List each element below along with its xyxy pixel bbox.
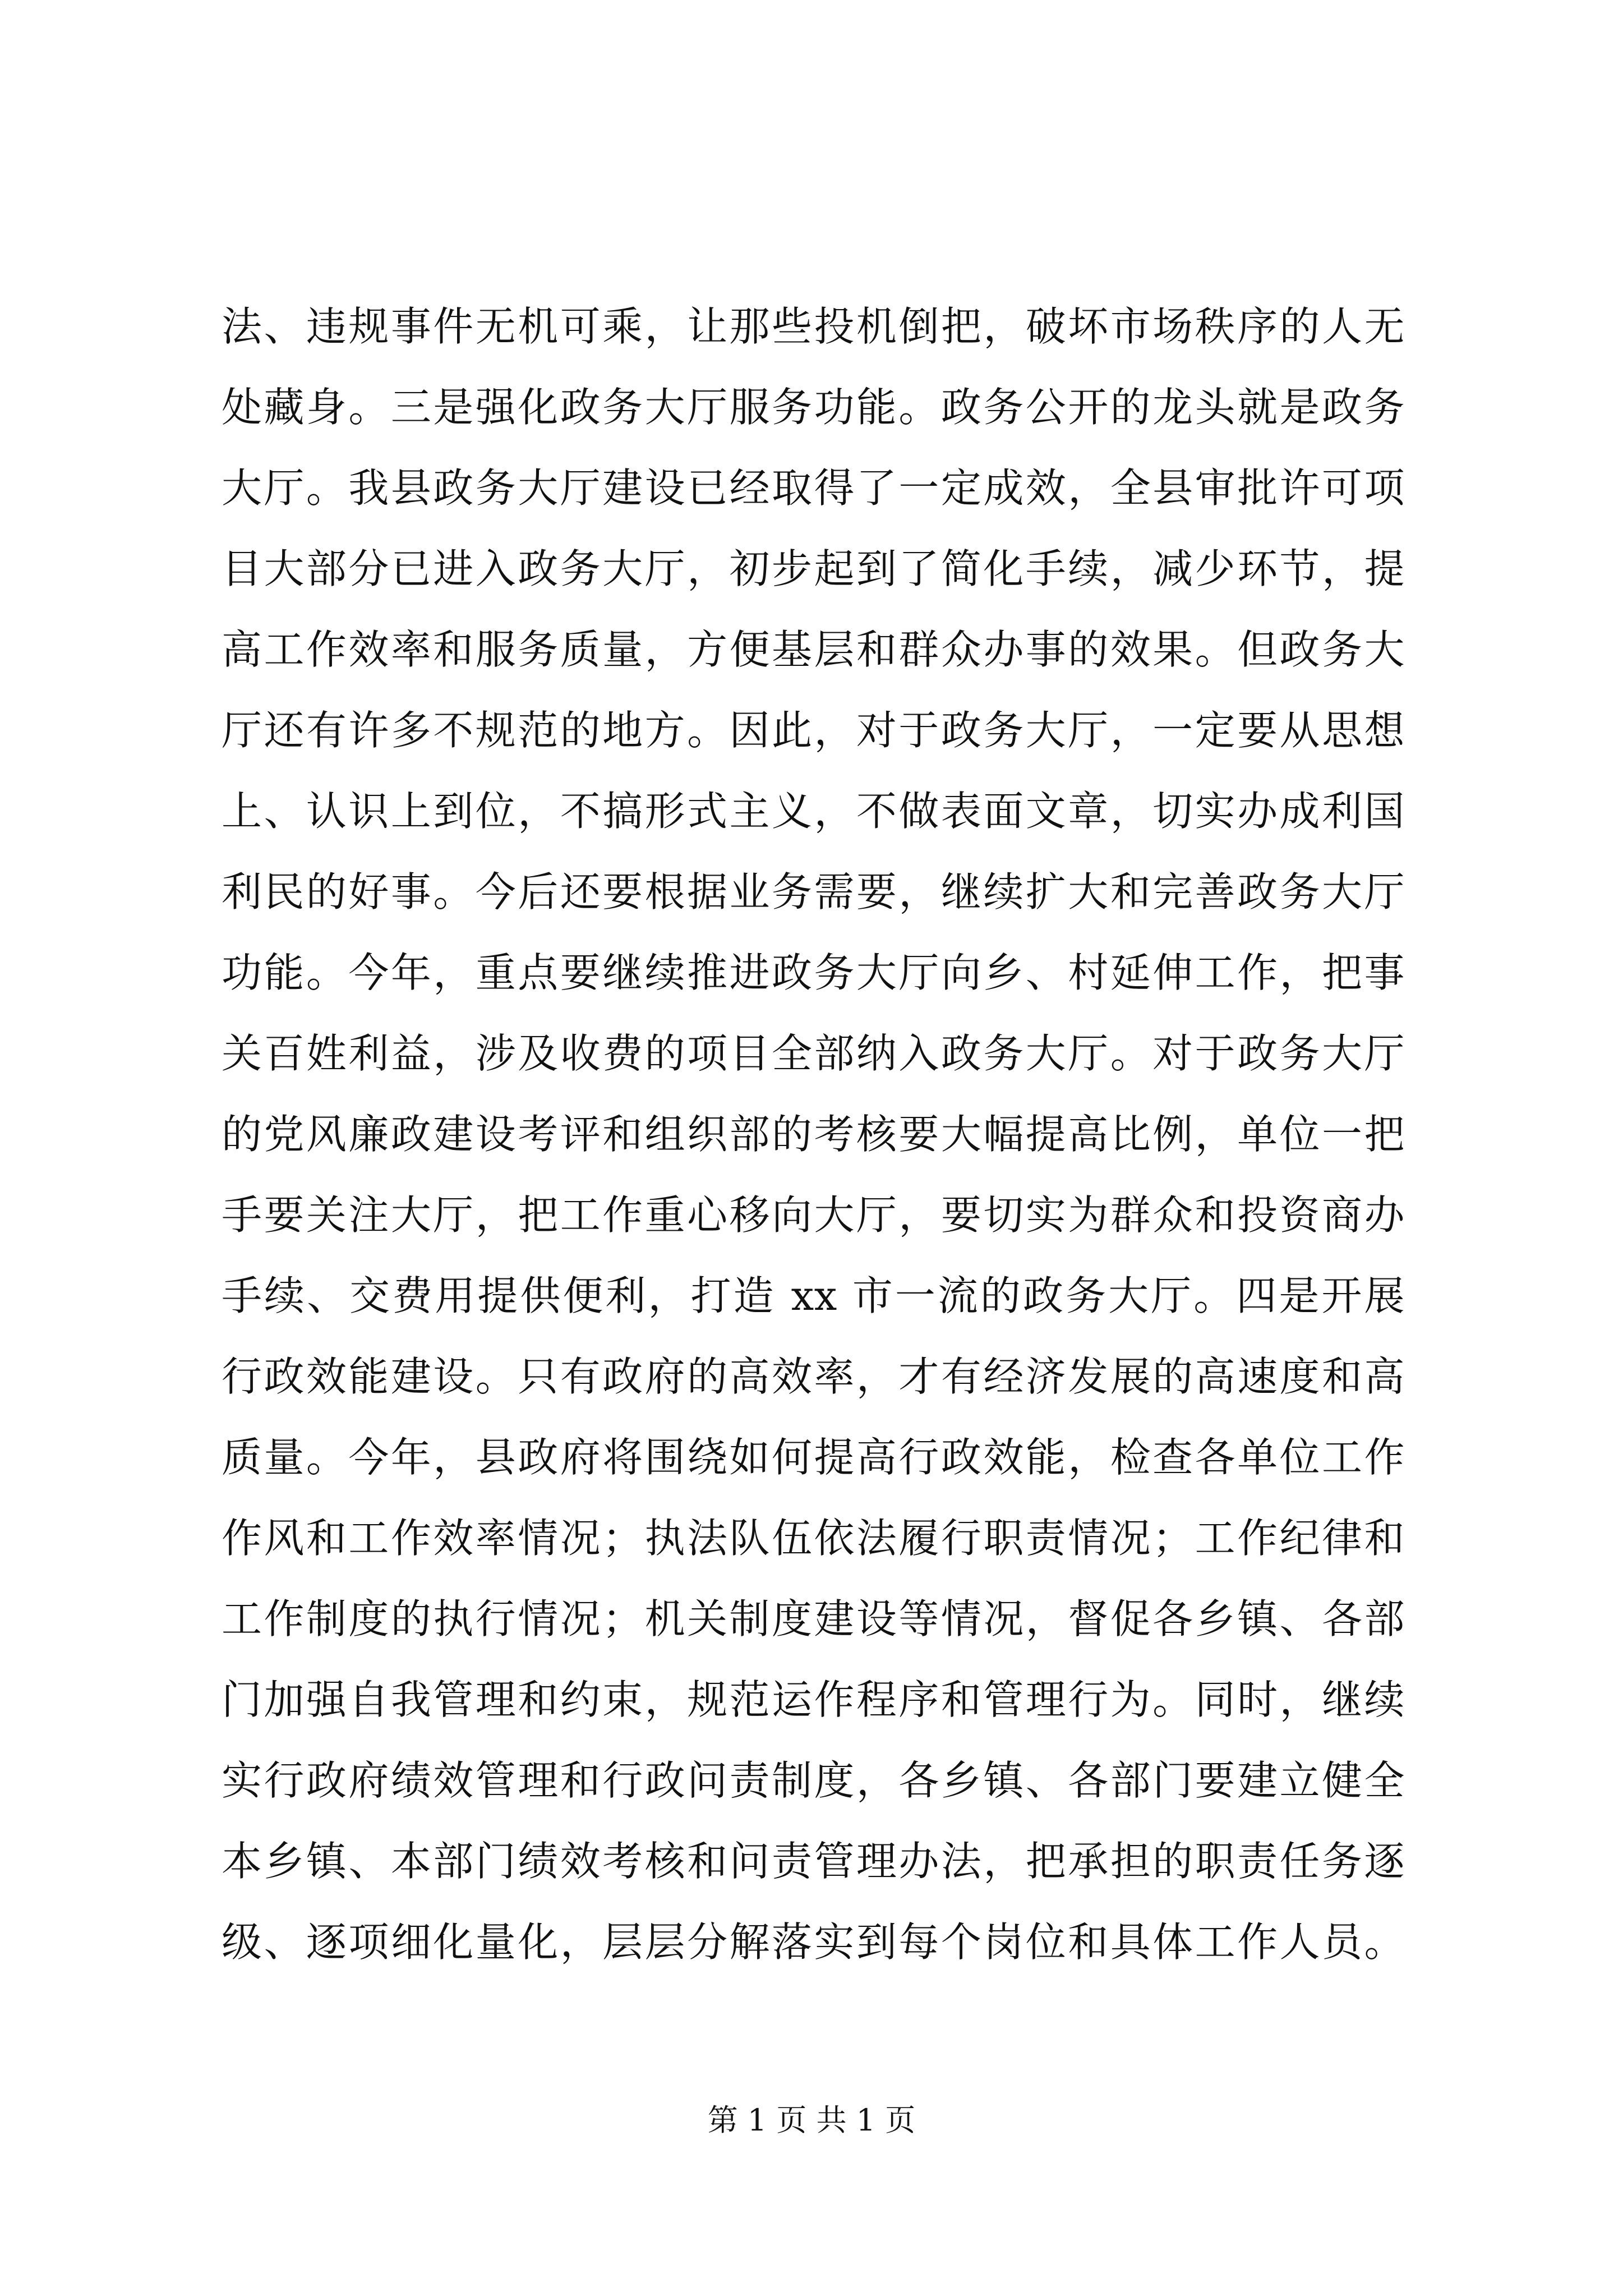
- text-line: 目大部分已进入政务大厅，初步起到了简化手续，减少环节，提: [222, 545, 1405, 592]
- text-line: 大厅。我县政务大厅建设已经取得了一定成效，全县审批许可项: [222, 464, 1405, 512]
- text-line: 关百姓利益，涉及收费的项目全部纳入政务大厅。对于政务大厅: [222, 1030, 1405, 1077]
- text-line: 法、违规事件无机可乘，让那些投机倒把，破坏市场秩序的人无: [222, 303, 1405, 350]
- text-line: 利民的好事。今后还要根据业务需要，继续扩大和完善政务大厅: [222, 868, 1405, 915]
- text-line: 本乡镇、本部门绩效考核和问责管理办法，把承担的职责任务逐: [222, 1838, 1405, 1885]
- body-text: [222, 286, 1405, 1982]
- text-line: 实行政府绩效管理和行政问责制度，各乡镇、各部门要建立健全: [222, 1757, 1405, 1804]
- text-line: 的党风廉政建设考评和组织部的考核要大幅提高比例，单位一把: [222, 1111, 1405, 1158]
- text-line: 手要关注大厅，把工作重心移向大厅，要切实为群众和投资商办: [222, 1191, 1405, 1239]
- text-line: 行政效能建设。只有政府的高效率，才有经济发展的高速度和高: [222, 1353, 1405, 1400]
- text-line: 级、逐项细化量化，层层分解落实到每个岗位和具体工作人员。: [222, 1918, 1405, 1966]
- text-line: 门加强自我管理和约束，规范运作程序和管理行为。同时，继续: [222, 1676, 1405, 1723]
- text-line: 上、认识上到位，不搞形式主义，不做表面文章，切实办成利国: [222, 788, 1405, 835]
- text-line: 厅还有许多不规范的地方。因此，对于政务大厅，一定要从思想: [222, 707, 1405, 754]
- page-footer: 第 1 页 共 1 页: [707, 2102, 916, 2138]
- text-line: 手续、交费用提供便利，打造 xx 市一流的政务大厅。四是开展: [222, 1272, 1405, 1319]
- text-line: 高工作效率和服务质量，方便基层和群众办事的效果。但政务大: [222, 626, 1405, 673]
- text-line: 工作制度的执行情况；机关制度建设等情况，督促各乡镇、各部: [222, 1595, 1405, 1642]
- text-line: 作风和工作效率情况；执法队伍依法履行职责情况；工作纪律和: [222, 1515, 1405, 1562]
- text-line: 处藏身。三是强化政务大厅服务功能。政务公开的龙头就是政务: [222, 384, 1405, 431]
- text-line: 质量。今年，县政府将围绕如何提高行政效能，检查各单位工作: [222, 1434, 1405, 1481]
- text-line: 功能。今年，重点要继续推进政务大厅向乡、村延伸工作，把事: [222, 949, 1405, 996]
